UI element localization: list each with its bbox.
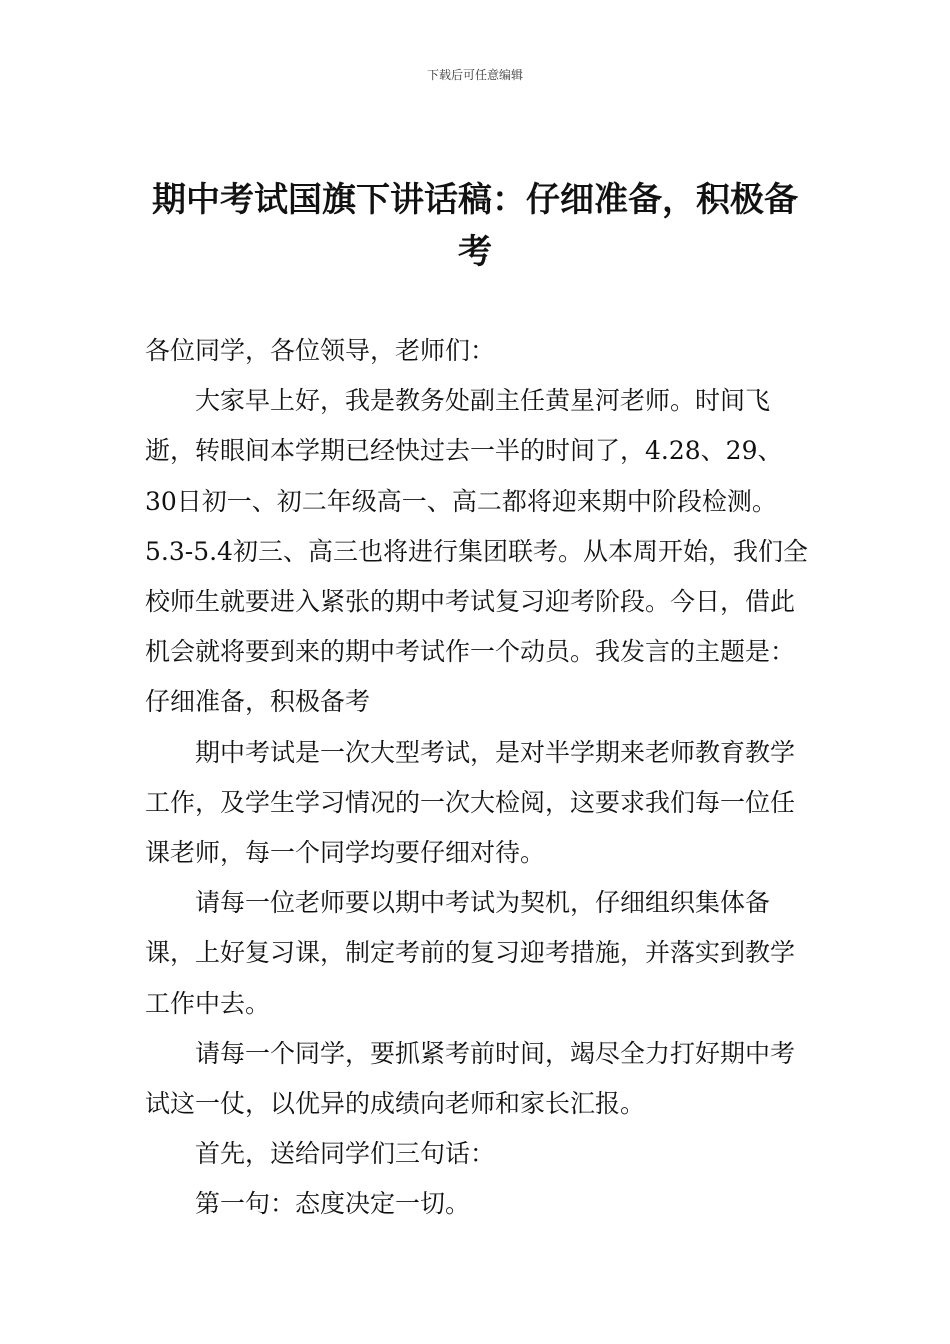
- paragraph-exam-importance: 期中考试是一次大型考试，是对半学期来老师教育教学工作，及学生学习情况的一次大检阅，这要求我们每一位任课老师，每一个同学均要仔细对待。: [145, 737, 796, 868]
- paragraph-first-sentence: 第一句：态度决定一切。: [195, 1189, 471, 1219]
- header-note: 下载后可任意编辑: [426, 68, 523, 82]
- salutation: 各位同学，各位领导，老师们：: [145, 336, 496, 365]
- paragraph-students: 请每一个同学，要抓紧考前时间，竭尽全力打好期中考试这一仗，以优异的成绩向老师和家长汇报。: [145, 1038, 796, 1119]
- paragraph-opening: 大家早上好，我是教务处副主任黄星河老师。时间飞逝，转眼间本学期已经快过去一半的时间了，4.28、29、30日初一、初二年级高一、高二都将迎来期中阶段检测。5.3-5.4初三、高三也将进行集团联考。从本周开始，我们全校师生就要进入紧张的期中考试复习迎考阶段。今日，借此机会就将要到来的期中考试作一个动员。我发言的主题是：仔细准备，积极备考: [145, 386, 808, 717]
- paragraph-teachers: 请每一位老师要以期中考试为契机，仔细组织集体备课，上好复习课，制定考前的复习迎考措施，并落实到教学工作中去。: [145, 888, 796, 1018]
- document-body: [145, 326, 809, 1230]
- document-title: 期中考试国旗下讲话稿：仔细准备，积极备考: [152, 180, 798, 272]
- paragraph-three-sentences: 首先，送给同学们三句话：: [195, 1139, 496, 1169]
